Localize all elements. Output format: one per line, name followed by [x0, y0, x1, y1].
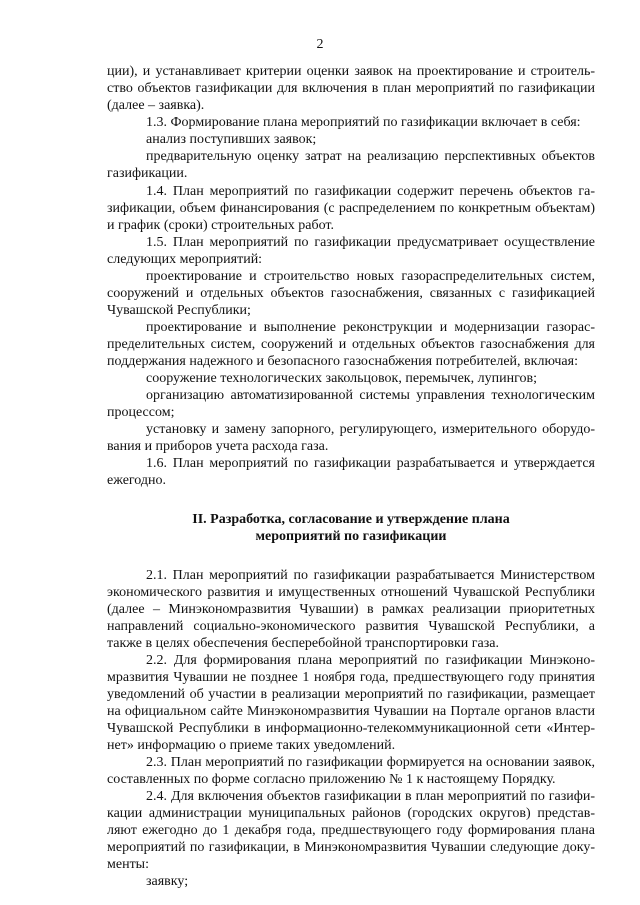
text-line: ство объектов газификации для включения в план мероприятий по газификации — [107, 81, 595, 96]
text-line: Чувашской Республики; — [107, 303, 251, 318]
text-line: проектирование и строительство новых газораспределительных систем, — [146, 269, 595, 284]
text-line: процессом; — [107, 405, 175, 420]
text-line: ции), и устанавливает критерии оценки заявок на проектирование и строитель- — [107, 64, 595, 79]
text-line: менты: — [107, 857, 149, 872]
text-line: вания и приборов учета расхода газа. — [107, 439, 329, 454]
text-line: пределительных систем, сооружений и отдельных объектов газоснабжения для — [107, 337, 595, 352]
text-line: сооружение технологических закольцовок, перемычек, лупингов; — [146, 371, 537, 386]
text-line: экономического развития и имущественных отношений Чувашской Республики — [107, 585, 595, 600]
page-number: 2 — [316, 37, 324, 52]
text-line: составленных по форме согласно приложению № 1 к настоящему Порядку. — [107, 772, 556, 787]
text-line: кации администрации муниципальных районов (городских округов) представ- — [107, 806, 595, 821]
section-heading-line: II. Разработка, согласование и утверждение плана — [192, 512, 510, 527]
text-line: нет» информацию о приеме таких уведомлений. — [107, 738, 396, 753]
text-line: Чувашской Республики в информационно-телекоммуникационной сети «Интер- — [107, 721, 595, 736]
text-line: 1.4. План мероприятий по газификации содержит перечень объектов га- — [146, 184, 595, 199]
text-line: сооружений и отдельных объектов газоснабжения, связанных с газификацией — [107, 286, 595, 301]
text-line: 1.6. План мероприятий по газификации разрабатывается и утверждается — [146, 456, 595, 471]
text-line: 2.2. Для формирования плана мероприятий по газификации Минэконо- — [146, 653, 595, 668]
text-line: (далее – заявка). — [107, 98, 205, 113]
text-line: газификации. — [107, 166, 188, 181]
text-line: организацию автоматизированной системы управления технологическим — [146, 388, 595, 403]
section-heading-line: мероприятий по газификации — [255, 529, 447, 544]
text-line: 2.3. План мероприятий по газификации формируется на основании заявок, — [146, 755, 595, 770]
text-line: ежегодно. — [107, 473, 167, 488]
text-line: уведомлений об участии в реализации мероприятий по газификации, размещает — [107, 687, 595, 702]
text-line: направлений социально-экономического развития Чувашской Республики, а — [107, 619, 595, 634]
text-line: ляют ежегодно до 1 декабря года, предшествующего году формирования плана — [107, 823, 595, 838]
text-line: 2.1. План мероприятий по газификации разрабатывается Министерством — [146, 568, 595, 583]
text-line: на официальном сайте Минэкономразвития Чувашии на Портале органов власти — [107, 704, 595, 719]
text-line: 1.3. Формирование плана мероприятий по газификации включает в себя: — [146, 115, 581, 130]
text-line: 1.5. План мероприятий по газификации предусматривает осуществление — [146, 235, 595, 250]
text-line: предварительную оценку затрат на реализацию перспективных объектов — [146, 149, 595, 164]
text-line: проектирование и выполнение реконструкции и модернизации газорас- — [146, 320, 595, 335]
text-line: также в целях обеспечения бесперебойной транспортировки газа. — [107, 636, 499, 651]
text-line: 2.4. Для включения объектов газификации в план мероприятий по газифи- — [146, 789, 595, 804]
text-line: и график (сроки) строительных работ. — [107, 218, 334, 233]
text-line: мероприятий по газификации, в Минэкономразвития Чувашии следующие доку- — [107, 840, 595, 855]
text-line: заявку; — [146, 874, 189, 889]
text-line: (далее – Минэкономразвития Чувашии) в рамках реализации приоритетных — [107, 602, 595, 617]
text-line: установку и замену запорного, регулирующего, измерительного оборудо- — [146, 422, 595, 437]
text-line: мразвития Чувашии не позднее 1 ноября года, предшествующего году принятия — [107, 670, 595, 685]
text-line: анализ поступивших заявок; — [146, 132, 317, 147]
text-line: поддержания надежного и безопасного газоснабжения потребителей, включая: — [107, 354, 578, 369]
text-line: зификации, объем финансирования (с распределением по конкретным объектам) — [107, 201, 595, 216]
text-line: следующих мероприятий: — [107, 252, 263, 267]
